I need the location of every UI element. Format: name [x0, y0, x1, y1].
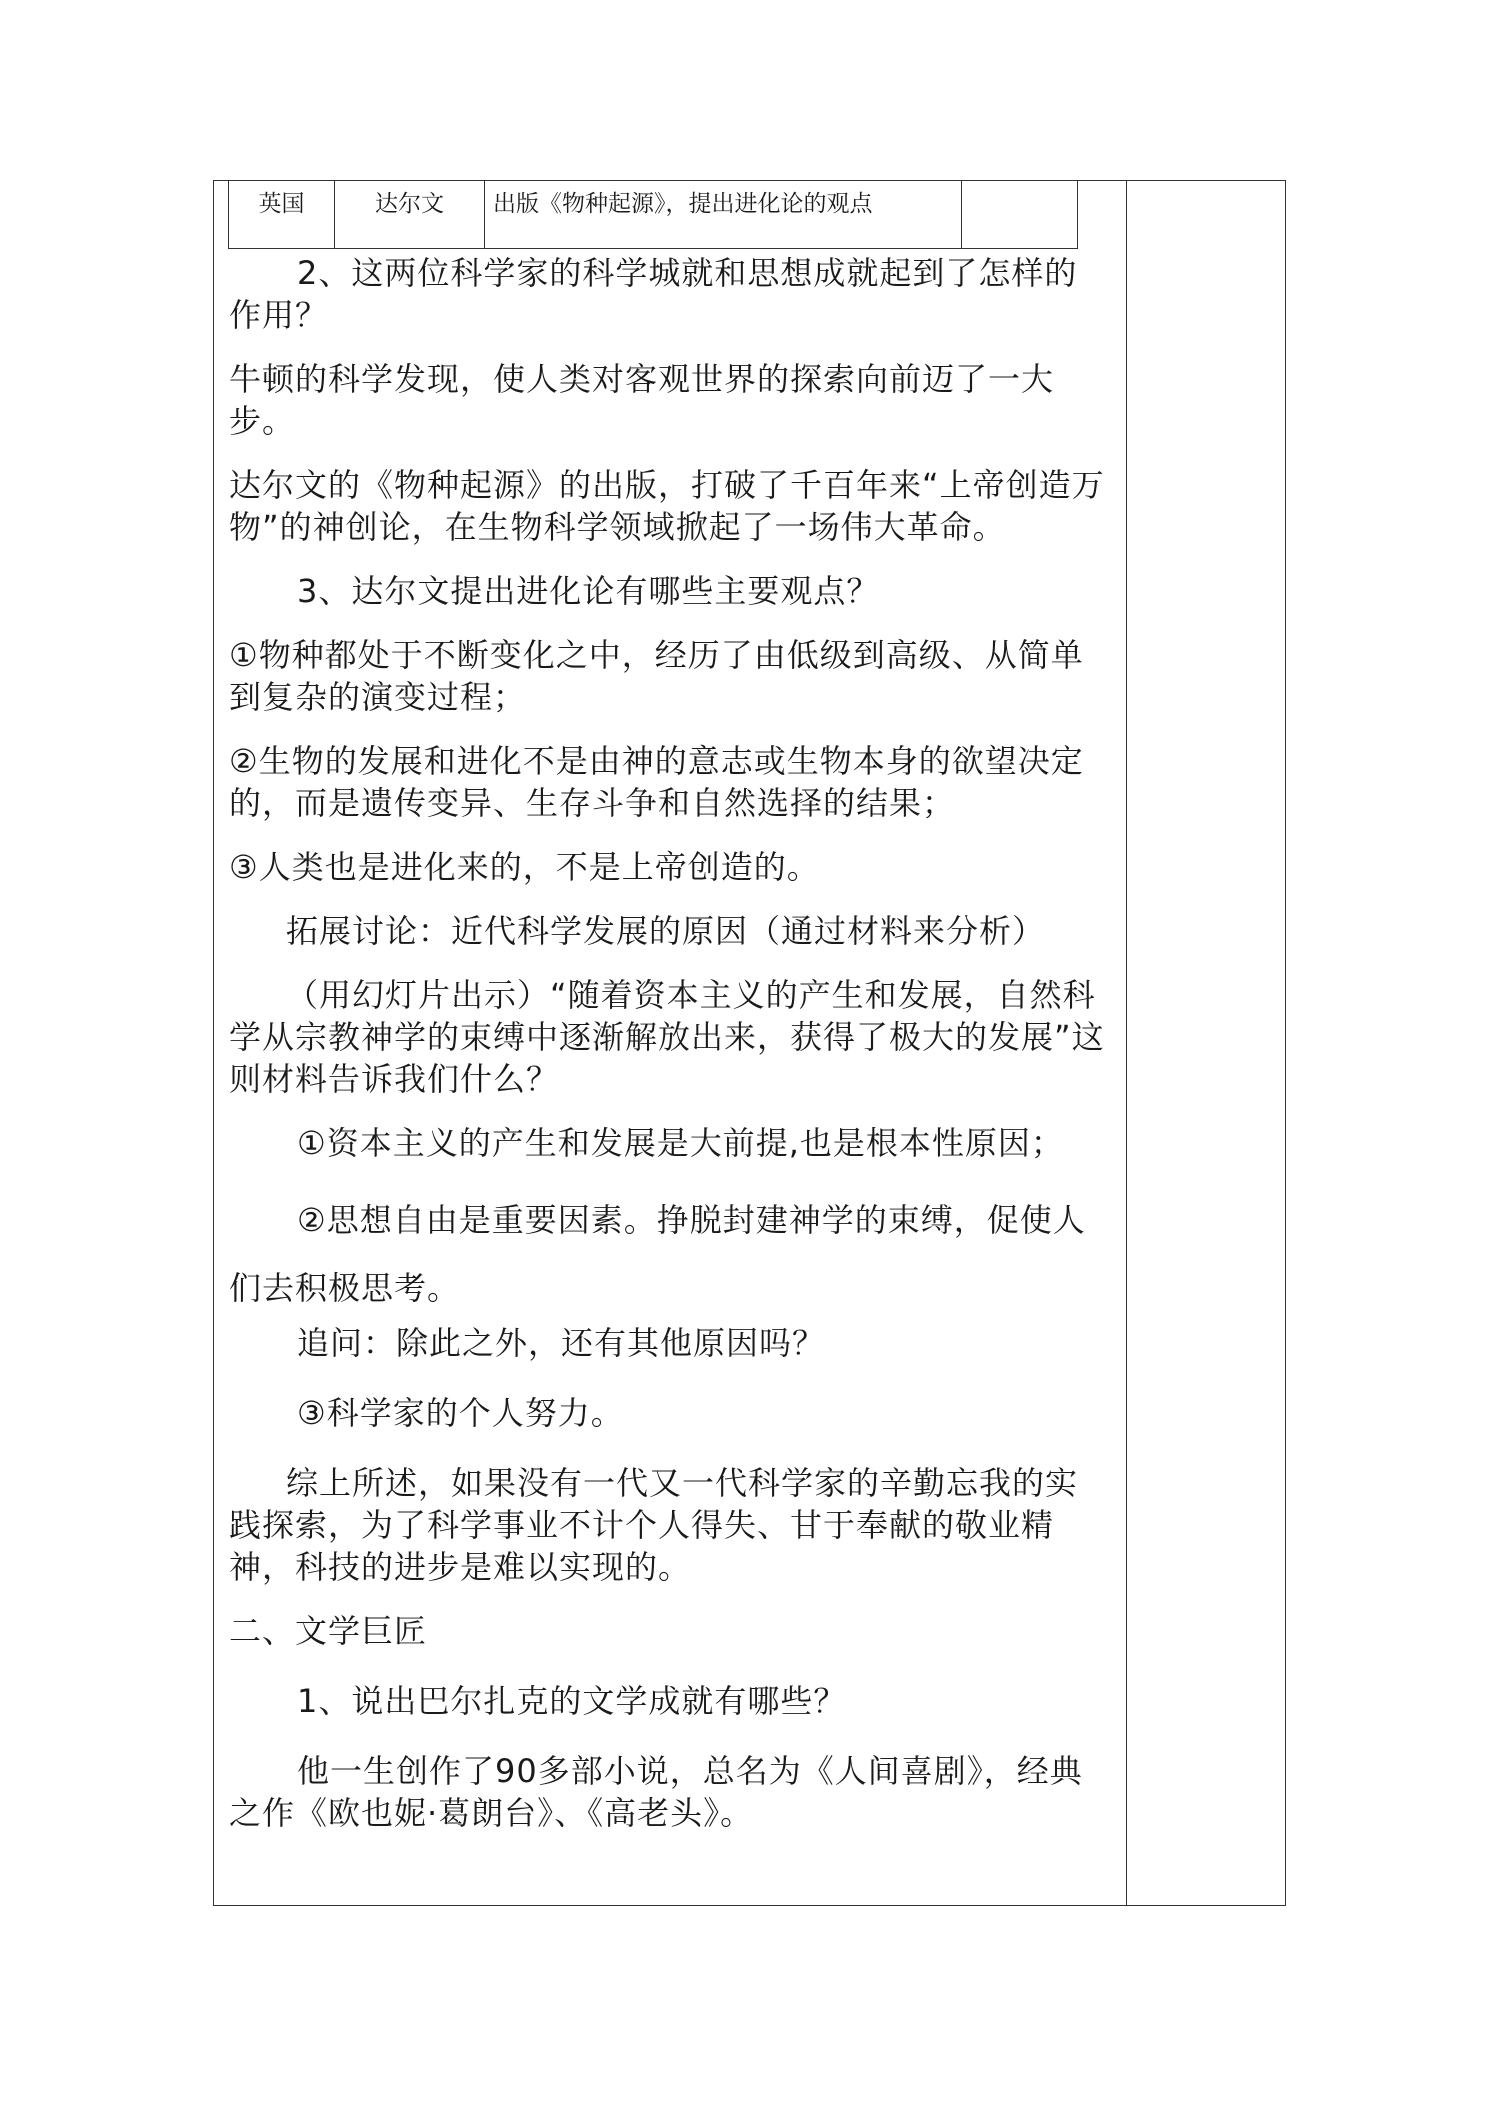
reason-3: ③科学家的个人努力。 — [297, 1394, 624, 1432]
section-heading-literature: 二、文学巨匠 — [229, 1612, 428, 1650]
lesson-content — [229, 250, 1109, 1834]
point-3: ③人类也是进化来的，不是上帝创造的。 — [229, 848, 820, 886]
cell-extra — [962, 180, 1078, 249]
question-balzac: 1、说出巴尔扎克的文学成就有哪些？ — [297, 1682, 847, 1720]
material-question: （用幻灯片出示）“随着资本主义的产生和发展，自然科学从宗教神学的束缚中逐渐解放出来，获得了极大的发展”这则材料告诉我们什么？ — [229, 976, 1105, 1098]
point-1: ①物种都处于不断变化之中，经历了由低级到高级、从简单到复杂的演变过程； — [229, 636, 1084, 716]
answer-balzac: 他一生创作了90多部小说，总名为《人间喜剧》，经典之作《欧也妮·葛朗台》、《高老头》。 — [229, 1752, 1083, 1832]
answer-newton: 牛顿的科学发现，使人类对客观世界的探索向前迈了一大步。 — [229, 360, 1055, 440]
point-2: ②生物的发展和进化不是由神的意志或生物本身的欲望决定的，而是遗传变异、生存斗争和自然选择的结果； — [229, 742, 1084, 822]
extended-discussion: 拓展讨论：近代科学发展的原因（通过材料来分析） — [286, 912, 1046, 950]
table-row — [229, 180, 1078, 249]
scientist-table — [228, 180, 1078, 249]
reason-2: ②思想自由是重要因素。挣脱封建神学的束缚，促使人们去积极思考。 — [229, 1201, 1086, 1307]
reason-1: ①资本主义的产生和发展是大前提,也是根本性原因； — [297, 1124, 1064, 1162]
question-2: 2、这两位科学家的科学城就和思想成就起到了怎样的作用？ — [229, 254, 1078, 334]
cell-person: 达尔文 — [335, 180, 485, 249]
summary: 综上所述，如果没有一代又一代科学家的辛勤忘我的实践探索，为了科学事业不计个人得失、甘于奉献的敬业精神，科技的进步是难以实现的。 — [229, 1464, 1079, 1586]
column-divider — [1126, 180, 1127, 1906]
question-3: 3、达尔文提出进化论有哪些主要观点？ — [297, 572, 880, 610]
follow-up-question: 追问：除此之外，还有其他原因吗？ — [297, 1324, 826, 1362]
cell-achievement: 出版《物种起源》，提出进化论的观点 — [485, 180, 962, 249]
cell-country: 英国 — [229, 180, 335, 249]
answer-darwin: 达尔文的《物种起源》的出版，打破了千百年来“上帝创造万物”的神创论，在生物科学领域掀起了一场伟大革命。 — [229, 466, 1105, 546]
